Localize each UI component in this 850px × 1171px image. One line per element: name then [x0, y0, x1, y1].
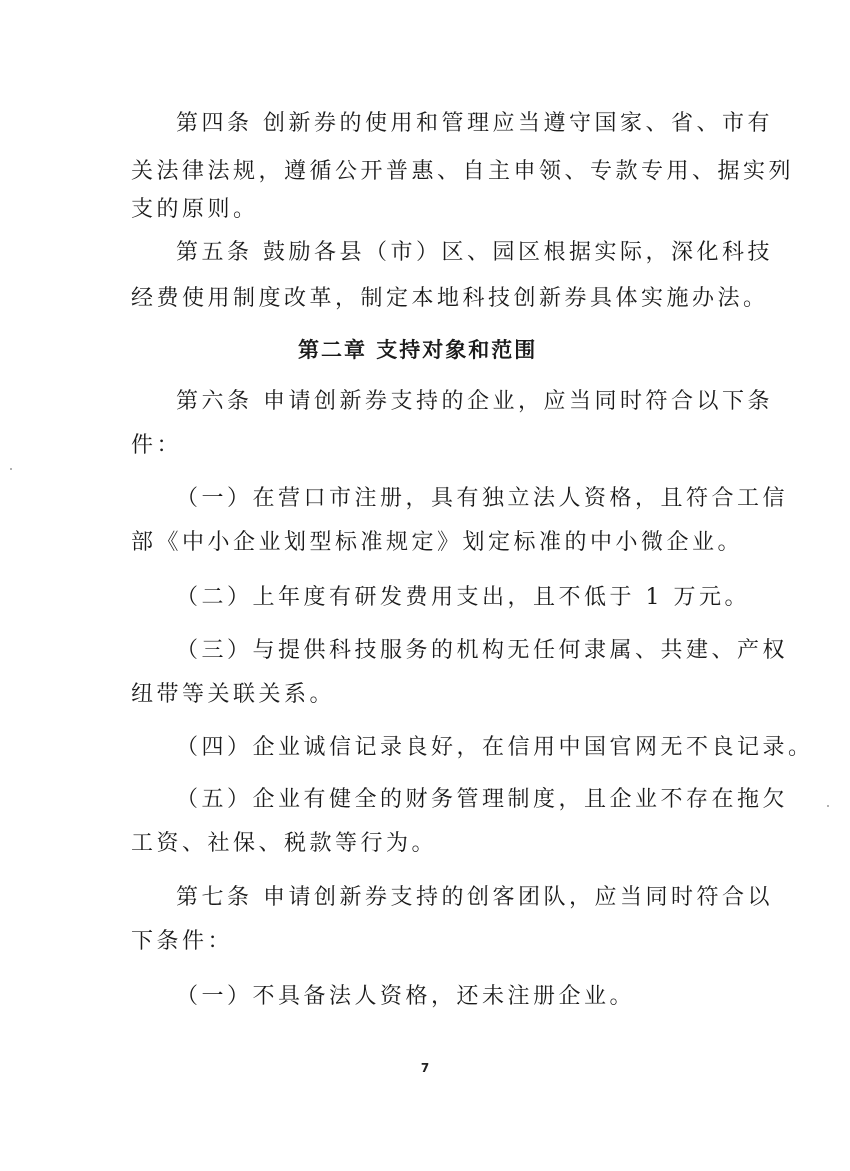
scan-speck	[827, 805, 829, 807]
article-5-line-1: 第五条 鼓励各县（市）区、园区根据实际，深化科技	[176, 240, 773, 265]
item-5-line-2: 工资、社保、税款等行为。	[131, 831, 438, 856]
article-5-line-2: 经费使用制度改革，制定本地科技创新券具体实施办法。	[131, 286, 769, 311]
article-4-line-1: 第四条 创新券的使用和管理应当遵守国家、省、市有	[176, 111, 773, 136]
article-6-line-2: 件：	[131, 433, 183, 458]
page-number: 7	[420, 1061, 430, 1075]
item-5-line-1: （五）企业有健全的财务管理制度，且企业不存在拖欠	[176, 787, 789, 812]
item-4-line: （四）企业诚信记录良好，在信用中国官网无不良记录。	[176, 735, 814, 760]
item-1-line-2: 部《中小企业划型标准规定》划定标准的中小微企业。	[131, 530, 744, 555]
team-item-1-line: （一）不具备法人资格，还未注册企业。	[176, 984, 636, 1009]
article-6-line-1: 第六条 申请创新券支持的企业，应当同时符合以下条	[176, 389, 773, 414]
scan-speck	[10, 468, 12, 470]
item-2-line: （二）上年度有研发费用支出，且不低于 1 万元。	[176, 585, 750, 610]
article-4-line-2: 关法律法规，遵循公开普惠、自主申领、专款专用、据实列	[131, 159, 795, 184]
item-3-line-1: （三）与提供科技服务的机构无任何隶属、共建、产权	[176, 638, 789, 663]
chapter-heading: 第二章 支持对象和范围	[298, 338, 538, 362]
item-1-line-1: （一）在营口市注册，具有独立法人资格，且符合工信	[176, 486, 789, 511]
article-7-line-2: 下条件：	[131, 929, 234, 954]
article-4-line-3: 支的原则。	[131, 197, 259, 222]
article-7-line-1: 第七条 申请创新券支持的创客团队，应当同时符合以	[176, 885, 773, 910]
item-3-line-2: 纽带等关联关系。	[131, 682, 336, 707]
